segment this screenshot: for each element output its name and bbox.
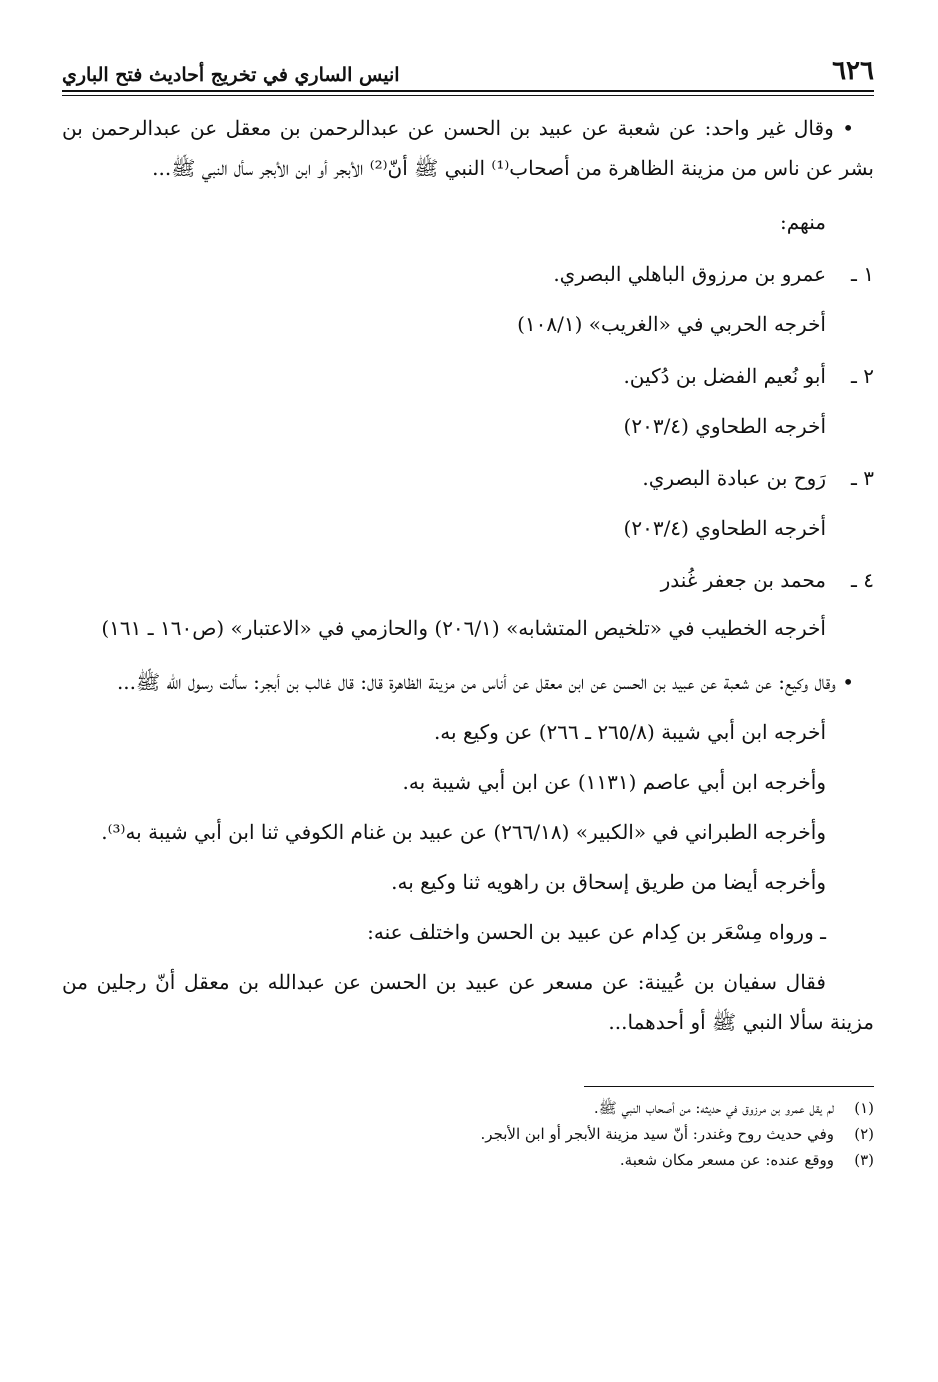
item-number: ١ ـ bbox=[851, 262, 874, 286]
footnotes bbox=[62, 1095, 874, 1173]
list-item bbox=[62, 356, 874, 396]
takhrij-line: وأخرجه أيضا من طريق إسحاق بن راهويه ثنا وكيع به. bbox=[391, 870, 826, 894]
running-title: انيس الساري في تخريج أحاديث فتح الباري bbox=[62, 64, 400, 86]
item-number: ٢ ـ bbox=[851, 364, 874, 388]
page-header bbox=[62, 46, 874, 86]
page-number: ٦٢٦ bbox=[832, 56, 874, 86]
paragraph-ghayr-wahid: • وقال غير واحد: عن شعبة عن عبيد بن الحسن عن عبدالرحمن بن معقل عن عبدالرحمن بن بشر عن ناس من مزينة الظاهرة من أصحاب⁽¹⁾ النبي ﷺ أنّ⁽²⁾ الأبجر أو ابن الأبجر سأل النبي ﷺ... bbox=[62, 116, 874, 180]
narrator-name: عمرو بن مرزوق الباهلي البصري. bbox=[553, 262, 826, 286]
paragraph-sufyan: فقال سفيان بن عُيينة: عن مسعر عن عبيد بن الحسن عن عبدالله بن معقل أنّ رجلين من مزينة سألا النبي ﷺ أو أحدهما... bbox=[62, 970, 874, 1034]
footnote-mark: (٢) bbox=[854, 1125, 874, 1143]
header-rule bbox=[62, 90, 874, 96]
footnote-text: وفي حديث روح وغندر: أنّ سيد مزينة الأبجر أو ابن الأبجر. bbox=[480, 1125, 834, 1143]
footnote-text: ووقع عنده: عن مسعر مكان شعبة. bbox=[619, 1151, 834, 1169]
item-source: أخرجه الطحاوي (٢٠٣/٤) bbox=[623, 516, 826, 540]
takhrij-line: وأخرجه الطبراني في «الكبير» (٢٦٦/١٨) عن عبيد بن غنام الكوفي ثنا ابن أبي شيبة به⁽³⁾. bbox=[101, 820, 826, 844]
takhrij-line: وأخرجه ابن أبي عاصم (١١٣١) عن ابن أبي شيبة به. bbox=[402, 770, 826, 794]
narrator-name: أبو نُعيم الفضل بن دُكين. bbox=[623, 364, 826, 388]
list-item bbox=[62, 560, 874, 600]
item-number: ٣ ـ bbox=[851, 466, 874, 490]
footnote-mark: (٣) bbox=[854, 1151, 874, 1169]
footnote bbox=[62, 1147, 874, 1173]
takhrij-line: ـ ورواه مِسْعَر بن كِدام عن عبيد بن الحسن واختلف عنه: bbox=[367, 920, 826, 944]
paragraph-khatib: أخرجه الخطيب في «تلخيص المتشابه» (٢٠٦/١) والحازمي في «الاعتبار» (ص١٦٠ ـ ١٦١) bbox=[101, 616, 826, 640]
footnote-separator bbox=[584, 1086, 874, 1087]
item-source: أخرجه الطحاوي (٢٠٣/٤) bbox=[623, 414, 826, 438]
footnote bbox=[62, 1095, 874, 1121]
footnote-text: لم يقل عمرو بن مرزوق في حديثه: من أصحاب النبي ﷺ. bbox=[593, 1099, 834, 1117]
paragraph-wakee: • وقال وكيع: عن شعبة عن عبيد بن الحسن عن ابن معقل عن أناس من مزينة الظاهرة قال: قال غالب بن أبجر: سألت رسول الله ﷺ... bbox=[116, 670, 854, 694]
narrator-name: رَوح بن عبادة البصري. bbox=[642, 466, 826, 490]
footnote bbox=[62, 1121, 874, 1147]
list-item bbox=[62, 254, 874, 294]
takhrij-line: أخرجه ابن أبي شيبة (٢٦٥/٨ ـ ٢٦٦) عن وكيع به. bbox=[433, 720, 826, 744]
item-number: ٤ ـ bbox=[851, 568, 874, 592]
narrator-name: محمد بن جعفر غُندر bbox=[660, 568, 826, 592]
minhum-label: منهم: bbox=[779, 210, 826, 234]
item-source: أخرجه الحربي في «الغريب» (١٠٨/١) bbox=[517, 312, 826, 336]
list-item bbox=[62, 458, 874, 498]
book-page bbox=[62, 46, 874, 1366]
footnote-mark: (١) bbox=[854, 1099, 874, 1117]
